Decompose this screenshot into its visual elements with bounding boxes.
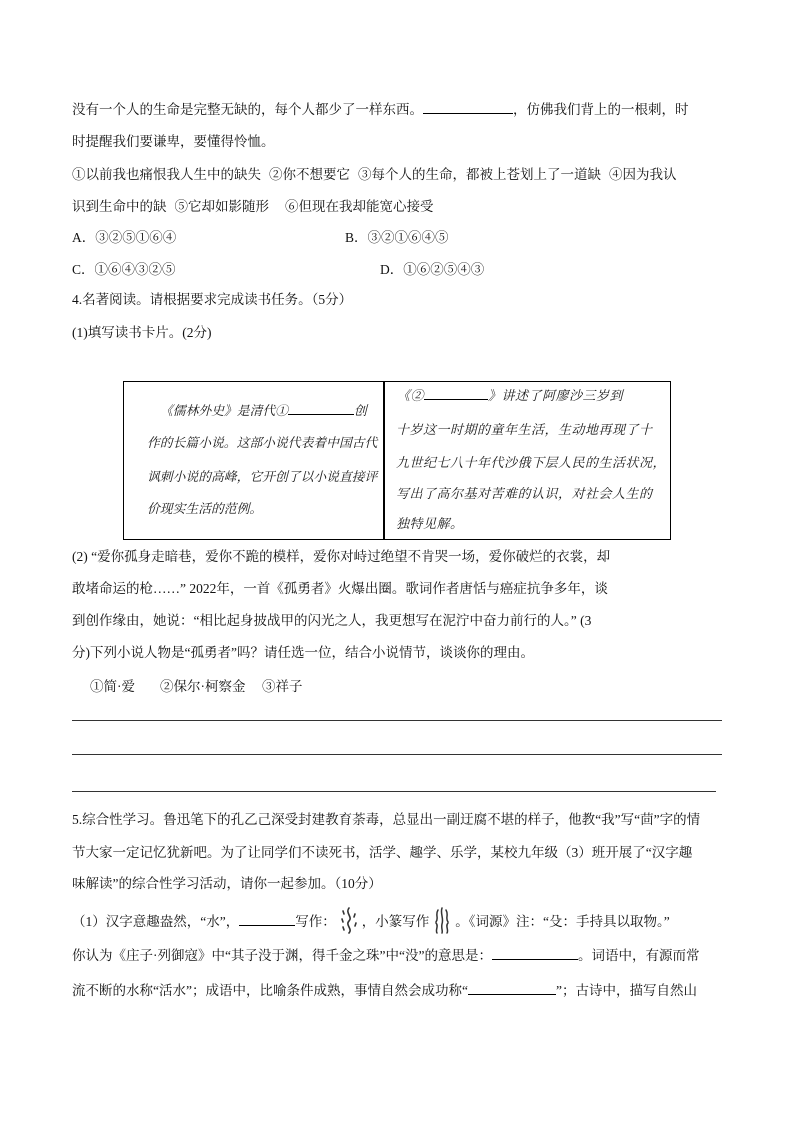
q5-sub1-line-1 (72, 912, 670, 934)
choice-c: C．①⑥④③②⑤ (72, 262, 176, 277)
sentence-item: 识到生命中的缺 (72, 199, 167, 214)
q4-sub2-line-1: (2) “爱你孤身走暗巷，爱你不跪的模样，爱你对峙过绝望不肯哭一场，爱你破烂的衣裳，却 (72, 549, 611, 564)
sentence-item: ②你不想要它 (269, 167, 350, 182)
q4-sub2-line-4: 分)下列小说人物是“孤勇者”吗？请任选一位，结合小说情节，谈谈你的理由。 (72, 645, 534, 660)
choice-b: B．③②①⑥④⑤ (345, 230, 449, 245)
choice-d: D．①⑥②⑤④③ (380, 262, 485, 277)
sentence-item: ①以前我也痛恨我人生中的缺失 (72, 167, 261, 182)
card-right-line-1 (397, 387, 623, 405)
answer-line (72, 791, 716, 792)
card-left-line-2: 作的长篇小说。这部小说代表着中国古代 (147, 436, 378, 450)
q4-sub2-line-2: 敢堵命运的枪……” 2022年，一首《孤勇者》火爆出圈。歌词作者唐恬与癌症抗争多年，谈 (72, 581, 608, 596)
q4-sub2-option: ①简·爱 (90, 679, 135, 694)
reading-card (123, 381, 671, 540)
q5-text: ，小篆写作 (361, 914, 430, 930)
card-divider (383, 382, 385, 539)
answer-blank (468, 981, 556, 995)
card-right-line-4: 写出了高尔基对苦难的认识，对社会人生的 (396, 486, 653, 501)
q3-passage-line-1 (72, 100, 689, 120)
q5-text: 你认为《庄子·列御寇》中“其子没于渊，得千金之珠”中“没”的意思是： (72, 948, 492, 963)
answer-blank (423, 100, 513, 114)
card-left-line-4: 价现实生活的范例。 (147, 502, 263, 516)
oracle-bone-water-glyph-icon (340, 906, 358, 934)
answer-line (72, 754, 722, 755)
card-right-line-2: 十岁这一时期的童年生活，生动地再现了十 (396, 422, 653, 437)
q4-sub2-line-3: 到创作缘由，她说：“相比起身披战甲的闪光之人，我更想写在泥泞中奋力前行的人。” (3 (72, 613, 592, 628)
card-left-line-1 (160, 402, 367, 420)
answer-line (72, 720, 722, 721)
card-right-text: 》讲述了阿廖沙三岁到 (488, 388, 624, 403)
sentence-item: ⑤它却如影随形 (174, 199, 269, 214)
card-left-text: 创 (353, 404, 367, 418)
q4-sub2-option: ③祥子 (262, 679, 303, 694)
q5-intro-line-1: 5.综合性学习。鲁迅笔下的孔乙己深受封建教育荼毒，总显出一副迂腐不堪的样子，他教“我”写“茴”字的情 (72, 812, 701, 827)
q5-text: ”；古诗中，描写自然山 (555, 983, 697, 998)
answer-blank (424, 387, 488, 400)
sentence-item: ④因为我认 (609, 167, 677, 182)
q3-sentences-line-2 (72, 197, 434, 217)
q5-text: 流不断的水称“活水”；成语中，比喻条件成熟，事情自然会成功称“ (72, 983, 468, 998)
answer-blank (288, 402, 354, 415)
sentence-item: ⑥但现在我却能宽心接受 (285, 199, 434, 214)
q3-passage-text: ，仿佛我们背上的一根刺，时 (513, 102, 689, 117)
answer-blank (239, 912, 295, 926)
q3-passage-text: 没有一个人的生命是完整无缺的，每个人都少了一样东西。 (72, 102, 423, 117)
q5-text: 。《词源》注：“殳：手持具以取物。” (455, 914, 670, 930)
q5-text: 。词语中，有源而常 (577, 948, 700, 963)
q4-sub1-title: (1)填写读书卡片。(2分) (72, 325, 212, 340)
q3-passage-line-2: 时提醒我们要谦卑，要懂得怜恤。 (72, 134, 275, 149)
q5-sub1-line-3 (72, 981, 697, 1001)
q5-text: （1）汉字意趣盎然，“水”， (72, 914, 240, 930)
card-right-line-5: 独特见解。 (396, 516, 464, 531)
card-right-line-3: 九世纪七八十年代沙俄下层人民的生活状况， (396, 455, 667, 470)
small-seal-water-glyph-icon (433, 906, 451, 934)
q4-sub2-option: ②保尔·柯察金 (160, 679, 246, 694)
card-left-line-3: 讽刺小说的高峰，它开创了以小说直接评 (147, 470, 378, 484)
q4-title: 4.名著阅读。请根据要求完成读书任务。（5分） (72, 292, 353, 307)
card-left-text: 《儒林外史》是清代① (160, 404, 288, 418)
sentence-item: ③每个人的生命，都被上苍划上了一道缺 (358, 167, 601, 182)
q5-sub1-line-2 (72, 946, 699, 966)
answer-blank (492, 946, 578, 960)
q3-sentences-line-1 (72, 165, 677, 185)
q5-text: 写作： (295, 914, 336, 930)
q5-intro-line-2: 节大家一定记忆犹新吧。为了让同学们不读死书，活学、趣学、乐学，某校九年级（3）班开展了“汉字趣 (72, 845, 693, 860)
card-right-text: 《② (397, 388, 425, 403)
q5-intro-line-3: 味解读”的综合性学习活动，请你一起参加。（10分） (72, 876, 382, 891)
choice-a: A．③②⑤①⑥④ (72, 230, 177, 245)
